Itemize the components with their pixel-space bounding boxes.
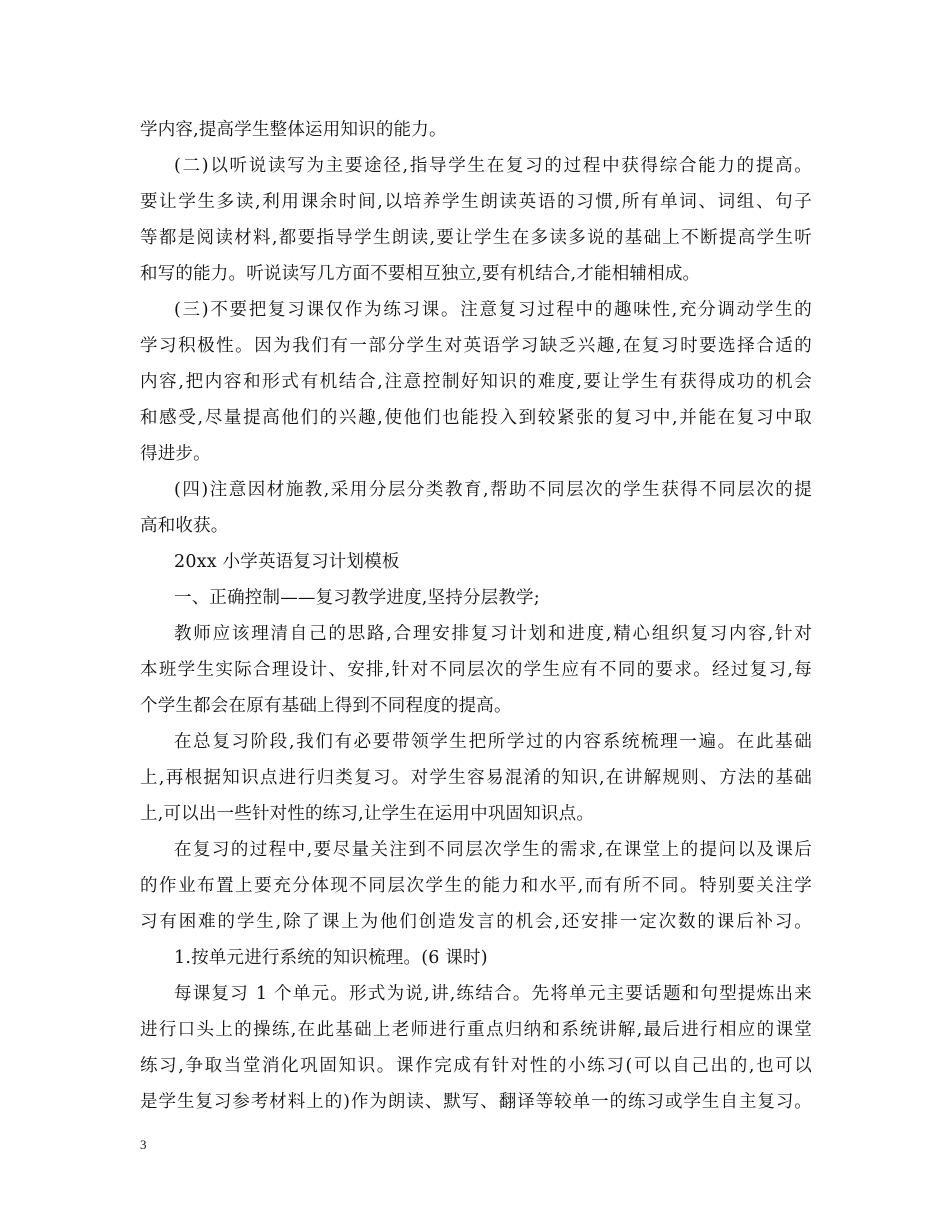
text-line: 等都是阅读材料,都要指导学生朗读,要让学生在多读多说的基础上不断提高学生听	[140, 228, 812, 248]
text-line: 学习积极性。因为我们有一部分学生对英语学习缺乏兴趣,在复习时要选择合适的	[140, 336, 812, 356]
text-line: 内容,把内容和形式有机结合,注意控制好知识的难度,要让学生有获得成功的机会	[140, 372, 812, 392]
text-line: (二)以听说读写为主要途径,指导学生在复习的过程中获得综合能力的提高。	[174, 156, 812, 176]
text-line: 在复习的过程中,要尽量关注到不同层次学生的需求,在课堂上的提问以及课后	[174, 840, 812, 860]
text-line: 的作业布置上要充分体现不同层次学生的能力和水平,而有所不同。特别要关注学	[140, 876, 812, 896]
text-line: 要让学生多读,利用课余时间,以培养学生朗读英语的习惯,所有单词、词组、句子	[140, 192, 812, 212]
section-heading: 一、正确控制——复习教学进度,坚持分层教学;	[174, 588, 540, 608]
text-line: 上,可以出一些针对性的练习,让学生在运用中巩固知识点。	[140, 804, 595, 824]
text-line: 进行口头上的操练,在此基础上老师进行重点归纳和系统讲解,最后进行相应的课堂	[140, 1020, 812, 1040]
document-body	[140, 112, 812, 1120]
text-line: 每课复习 1 个单元。形式为说,讲,练结合。先将单元主要话题和句型提炼出来	[174, 984, 812, 1004]
text-line: (三)不要把复习课仅作为练习课。注意复习过程中的趣味性,充分调动学生的	[174, 300, 812, 320]
text-line: 习有困难的学生,除了课上为他们创造发言的机会,还安排一定次数的课后补习。	[140, 912, 812, 932]
text-line: 是学生复习参考材料上的)作为朗读、默写、翻译等较单一的练习或学生自主复习。	[140, 1092, 812, 1112]
text-line: 在总复习阶段,我们有必要带领学生把所学过的内容系统梳理一遍。在此基础	[174, 732, 812, 752]
text-line: 练习,争取当堂消化巩固知识。课作完成有针对性的小练习(可以自己出的,也可以	[140, 1056, 812, 1076]
text-line: 教师应该理清自己的思路,合理安排复习计划和进度,精心组织复习内容,针对	[174, 624, 812, 644]
text-line: 得进步。	[140, 444, 211, 464]
text-line: 本班学生实际合理设计、安排,针对不同层次的学生应有不同的要求。经过复习,每	[140, 660, 812, 680]
text-line: 个学生都会在原有基础上得到不同程度的提高。	[140, 696, 512, 716]
text-line: 和写的能力。听说读写几方面不要相互独立,要有机结合,才能相辅相成。	[140, 264, 701, 284]
text-line: (四)注意因材施教,采用分层分类教育,帮助不同层次的学生获得不同层次的提	[174, 480, 812, 500]
text-line: 和感受,尽量提高他们的兴趣,使他们也能投入到较紧张的复习中,并能在复习中取	[140, 408, 812, 428]
text-line: 高和收获。	[140, 516, 229, 536]
section-title: 20xx 小学英语复习计划模板	[174, 552, 400, 572]
text-line: 上,再根据知识点进行归类复习。对学生容易混淆的知识,在讲解规则、方法的基础	[140, 768, 812, 788]
text-line: 学内容,提高学生整体运用知识的能力。	[140, 120, 447, 140]
list-item-heading: 1.按单元进行系统的知识梳理。(6 课时)	[174, 948, 488, 968]
page-number: 3	[140, 1137, 147, 1152]
